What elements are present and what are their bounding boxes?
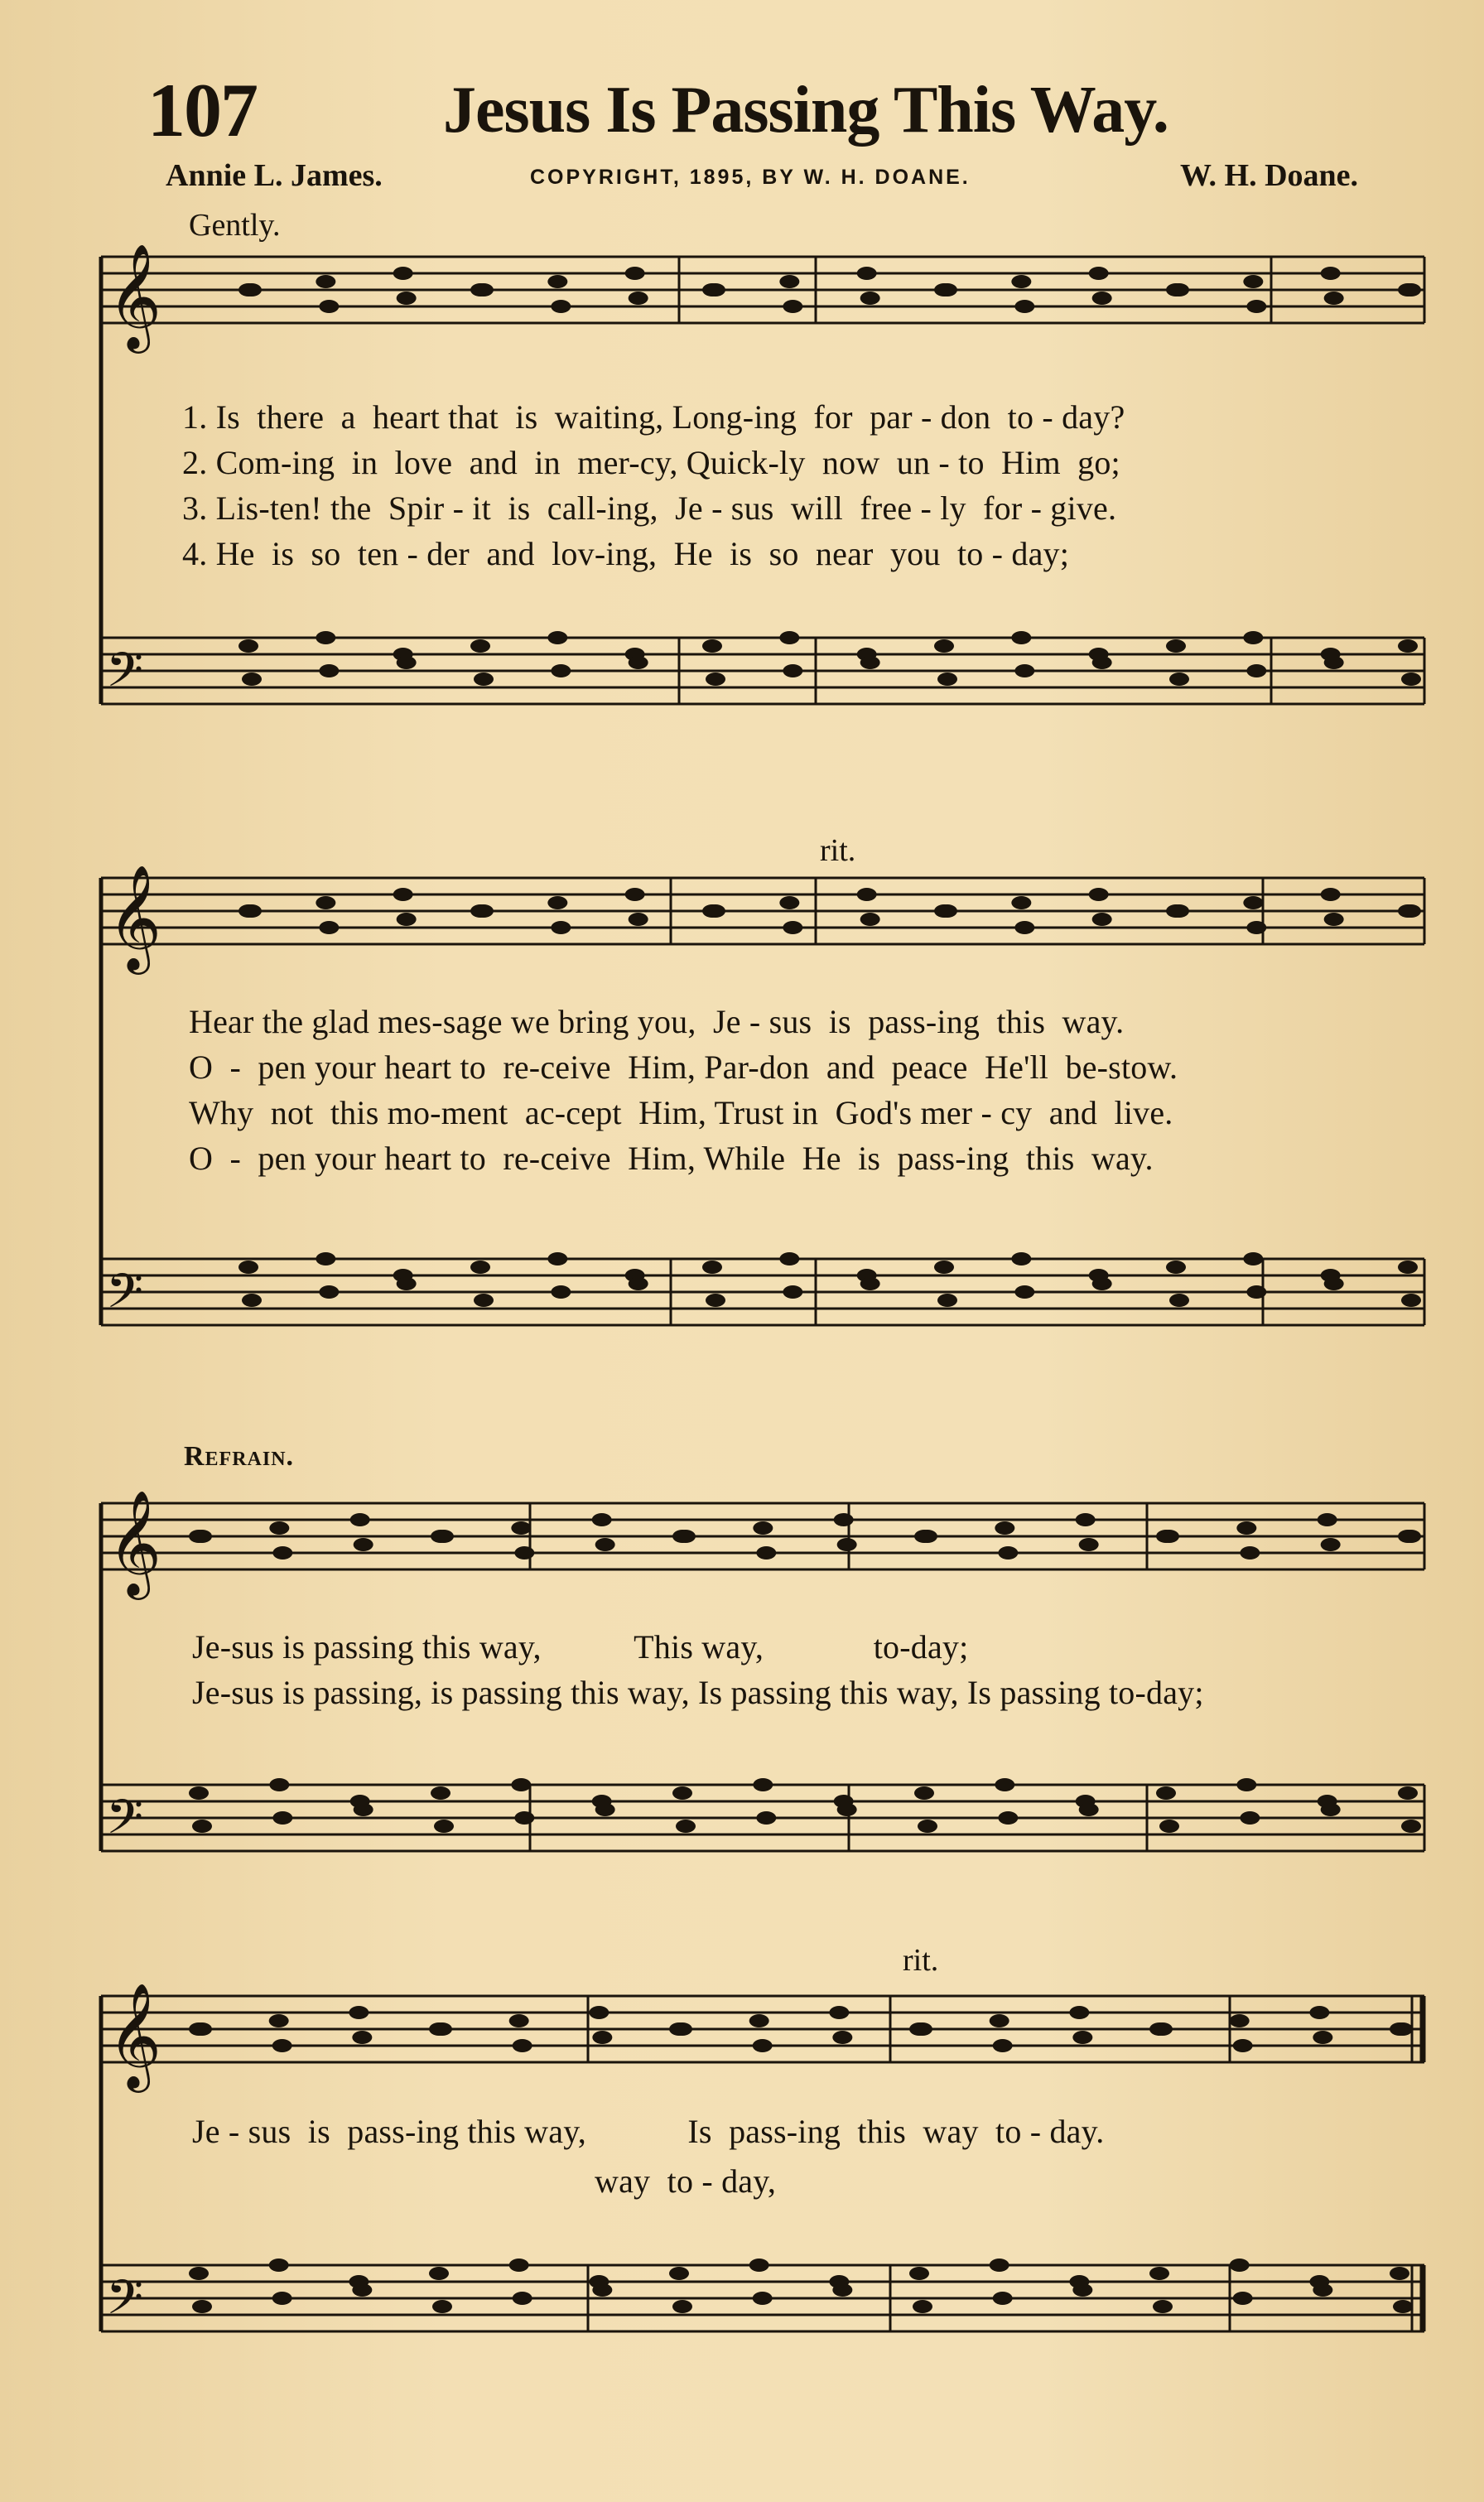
notehead	[1246, 300, 1266, 313]
notehead	[783, 664, 802, 677]
notehead	[834, 1513, 854, 1526]
notehead	[1321, 1803, 1341, 1816]
notehead	[1324, 292, 1344, 305]
notehead	[1398, 1786, 1418, 1800]
svg-text:𝄢: 𝄢	[106, 1789, 144, 1857]
notehead	[995, 1778, 1014, 1791]
staff-treble-3	[101, 1503, 1424, 1569]
notehead	[350, 1513, 370, 1526]
notehead	[676, 1530, 696, 1543]
notehead	[625, 888, 645, 901]
notehead	[1089, 888, 1109, 901]
notehead	[509, 2014, 529, 2027]
notehead	[934, 639, 954, 653]
notehead	[431, 1786, 450, 1800]
notehead	[551, 921, 571, 934]
notehead	[753, 1521, 773, 1535]
notehead	[509, 2259, 529, 2272]
notehead	[429, 2267, 449, 2280]
notehead	[1246, 921, 1266, 934]
notehead	[756, 1546, 776, 1560]
notehead	[779, 275, 799, 288]
notehead	[1324, 656, 1344, 669]
notehead	[1313, 2031, 1332, 2044]
notehead	[319, 664, 339, 677]
notehead	[434, 1820, 454, 1833]
notehead	[1243, 896, 1263, 909]
notehead	[914, 1786, 934, 1800]
refrain-line-2-lower: way to - day,	[595, 2162, 777, 2200]
notehead	[702, 639, 722, 653]
notehead	[779, 631, 799, 644]
notehead	[397, 292, 417, 305]
verse-2-line-2: O - pen your heart to re-ceive Him, Par-don and peace He'll be-stow.	[189, 1049, 1178, 1086]
notehead	[1089, 267, 1109, 280]
svg-text:𝄞: 𝄞	[108, 243, 162, 349]
notehead	[592, 1513, 612, 1526]
notehead	[1079, 1803, 1099, 1816]
notehead	[672, 1786, 692, 1800]
notehead	[393, 267, 413, 280]
notehead	[837, 1538, 857, 1551]
notehead	[592, 2031, 612, 2044]
notehead	[669, 2267, 689, 2280]
verse-1-line-2: Hear the glad mes-sage we bring you, Je - sus is pass-ing this way.	[189, 1003, 1125, 1040]
staff-treble-2	[101, 878, 1424, 944]
notehead	[1014, 300, 1034, 313]
notehead	[242, 904, 262, 918]
notehead	[269, 1778, 289, 1791]
verse-4-line-2: O - pen your heart to re-ceive Him, While He is pass-ing this way.	[189, 1140, 1154, 1177]
notehead	[272, 1546, 292, 1560]
notehead	[1169, 904, 1189, 918]
notehead	[706, 904, 725, 918]
notehead	[1166, 1261, 1186, 1274]
notehead	[629, 913, 648, 926]
notehead	[672, 2300, 692, 2313]
staff-bass-1	[101, 638, 1424, 704]
notehead	[749, 2259, 769, 2272]
notehead	[779, 896, 799, 909]
verse-1-line-1: 1. Is there a heart that is waiting, Long-ing for par - don to - day?	[182, 398, 1125, 436]
notehead	[1401, 283, 1421, 296]
notehead	[1072, 2283, 1092, 2297]
notehead	[354, 1538, 373, 1551]
notehead	[242, 283, 262, 296]
notehead	[937, 283, 957, 296]
notehead	[860, 292, 880, 305]
notehead	[995, 1521, 1014, 1535]
notehead	[397, 656, 417, 669]
composer-credit: W. H. Doane.	[1180, 158, 1359, 193]
notehead	[547, 275, 567, 288]
notehead	[1309, 2006, 1329, 2019]
notehead	[592, 2283, 612, 2297]
notehead	[474, 283, 494, 296]
notehead	[511, 1521, 531, 1535]
notehead	[629, 1277, 648, 1290]
notehead	[706, 673, 725, 686]
refrain-line-1-upper: Je-sus is passing this way, This way, to-day;	[192, 1628, 969, 1666]
notehead	[1240, 1811, 1260, 1825]
notehead	[832, 2283, 852, 2297]
notehead	[1076, 1513, 1096, 1526]
notehead	[990, 2259, 1009, 2272]
notehead	[829, 2006, 849, 2019]
notehead	[937, 904, 957, 918]
notehead	[1069, 2006, 1089, 2019]
svg-text:𝄞: 𝄞	[108, 1489, 162, 1595]
notehead	[1321, 1538, 1341, 1551]
notehead	[706, 1294, 725, 1307]
notehead	[1014, 921, 1034, 934]
notehead	[1092, 292, 1112, 305]
notehead	[918, 1530, 937, 1543]
notehead	[319, 300, 339, 313]
notehead	[1233, 2039, 1253, 2052]
notehead	[779, 1252, 799, 1265]
notehead	[937, 1294, 957, 1307]
notehead	[1079, 1538, 1099, 1551]
notehead	[1243, 631, 1263, 644]
notehead	[1246, 1285, 1266, 1299]
notehead	[1236, 1778, 1256, 1791]
author-credit: Annie L. James.	[166, 158, 383, 193]
notehead	[192, 2022, 212, 2036]
notehead	[1092, 656, 1112, 669]
notehead	[1401, 904, 1421, 918]
notehead	[832, 2031, 852, 2044]
notehead	[352, 2283, 372, 2297]
notehead	[1401, 1294, 1421, 1307]
notehead	[1324, 913, 1344, 926]
notehead	[1159, 1820, 1179, 1833]
notehead	[918, 1820, 937, 1833]
notehead	[1153, 2300, 1173, 2313]
notehead	[998, 1811, 1018, 1825]
notehead	[192, 1820, 212, 1833]
notehead	[1324, 1277, 1344, 1290]
notehead	[474, 673, 494, 686]
notehead	[753, 1778, 773, 1791]
notehead	[857, 888, 877, 901]
notehead	[470, 639, 490, 653]
notehead	[1159, 1530, 1179, 1543]
notehead	[432, 2300, 452, 2313]
notehead	[397, 913, 417, 926]
notehead	[474, 1294, 494, 1307]
notehead	[316, 896, 335, 909]
notehead	[1398, 1261, 1418, 1274]
staff-treble-1	[101, 257, 1424, 323]
notehead	[397, 1277, 417, 1290]
refrain-line-1-lower: Je-sus is passing, is passing this way, Is passing this way, Is passing to-day;	[192, 1674, 1204, 1711]
notehead	[1169, 673, 1189, 686]
notehead	[352, 2031, 372, 2044]
notehead	[1153, 2022, 1173, 2036]
notehead	[753, 2292, 773, 2305]
notehead	[1169, 283, 1189, 296]
notehead	[316, 1252, 335, 1265]
notehead	[857, 267, 877, 280]
notehead	[749, 2014, 769, 2027]
notehead	[860, 1277, 880, 1290]
notehead	[470, 1261, 490, 1274]
notehead	[937, 673, 957, 686]
notehead	[676, 1820, 696, 1833]
hymn-number: 107	[147, 68, 257, 152]
notehead	[706, 283, 725, 296]
notehead	[998, 1546, 1018, 1560]
svg-text:𝄞: 𝄞	[108, 864, 162, 970]
notehead	[1246, 664, 1266, 677]
notehead	[1393, 2022, 1413, 2036]
notehead	[1393, 2300, 1413, 2313]
notehead	[393, 888, 413, 901]
notehead	[1011, 275, 1031, 288]
notehead	[269, 2014, 289, 2027]
notehead	[319, 1285, 339, 1299]
notehead	[1166, 639, 1186, 653]
notehead	[1092, 1277, 1112, 1290]
notehead	[756, 1811, 776, 1825]
notehead	[242, 1294, 262, 1307]
notehead	[189, 1786, 209, 1800]
svg-text:𝄞: 𝄞	[108, 1982, 162, 2088]
notehead	[783, 300, 802, 313]
notehead	[513, 2039, 532, 2052]
staff-treble-4	[101, 1996, 1424, 2062]
notehead	[551, 1285, 571, 1299]
notehead	[269, 2259, 289, 2272]
notehead	[511, 1778, 531, 1791]
notehead	[629, 656, 648, 669]
notehead	[316, 631, 335, 644]
notehead	[1011, 1252, 1031, 1265]
notehead	[993, 2292, 1013, 2305]
notehead	[1149, 2267, 1169, 2280]
notehead	[1236, 1521, 1256, 1535]
notehead	[595, 1803, 615, 1816]
notehead	[474, 904, 494, 918]
notehead	[1092, 913, 1112, 926]
notehead	[625, 267, 645, 280]
notehead	[269, 1521, 289, 1535]
notehead	[672, 2022, 692, 2036]
notehead	[1072, 2031, 1092, 2044]
notehead	[913, 2022, 932, 2036]
notehead	[1230, 2259, 1250, 2272]
notehead	[702, 1261, 722, 1274]
notehead	[990, 2014, 1009, 2027]
svg-text:𝄢: 𝄢	[106, 1263, 144, 1331]
notehead	[1243, 275, 1263, 288]
hymn-title: Jesus Is Passing This Way.	[443, 74, 1168, 147]
notehead	[909, 2267, 929, 2280]
svg-text:𝄢: 𝄢	[106, 2269, 144, 2337]
svg-text:𝄢: 𝄢	[106, 642, 144, 710]
refrain-line-2-upper: Je - sus is pass-ing this way, Is pass-ing this way to - day.	[192, 2113, 1105, 2150]
notehead	[860, 656, 880, 669]
notehead	[1321, 888, 1341, 901]
notehead	[1230, 2014, 1250, 2027]
notehead	[753, 2039, 773, 2052]
notehead	[551, 664, 571, 677]
copyright-notice: COPYRIGHT, 1895, BY W. H. DOANE.	[530, 166, 971, 189]
notehead	[1401, 673, 1421, 686]
notehead	[993, 2039, 1013, 2052]
notehead	[189, 2267, 209, 2280]
verse-3-line-1: 3. Lis-ten! the Spir - it is call-ing, Je - sus will free - ly for - give.	[182, 489, 1117, 527]
notehead	[1321, 267, 1341, 280]
notehead	[319, 921, 339, 934]
notehead	[238, 639, 258, 653]
notehead	[629, 292, 648, 305]
notehead	[783, 921, 802, 934]
notehead	[1398, 639, 1418, 653]
verse-2-line-1: 2. Com-ing in love and in mer-cy, Quick-ly now un - to Him go;	[182, 444, 1120, 481]
notehead	[547, 631, 567, 644]
notehead	[1014, 664, 1034, 677]
staff-bass-2	[101, 1259, 1424, 1325]
notehead	[1390, 2267, 1409, 2280]
verse-4-line-1: 4. He is so ten - der and lov-ing, He is so near you to - day;	[182, 535, 1070, 572]
notehead	[238, 1261, 258, 1274]
rit-marking-2: rit.	[903, 1943, 939, 1978]
notehead	[1240, 1546, 1260, 1560]
rit-marking-1: rit.	[820, 833, 856, 868]
refrain-label: Refrain.	[184, 1441, 295, 1472]
notehead	[316, 275, 335, 288]
notehead	[860, 913, 880, 926]
notehead	[547, 1252, 567, 1265]
notehead	[1014, 1285, 1034, 1299]
notehead	[514, 1546, 534, 1560]
notehead	[1318, 1513, 1337, 1526]
notehead	[1156, 1786, 1176, 1800]
notehead	[272, 2039, 292, 2052]
notehead	[272, 2292, 292, 2305]
notehead	[1401, 1530, 1421, 1543]
notehead	[192, 1530, 212, 1543]
notehead	[547, 896, 567, 909]
notehead	[783, 1285, 802, 1299]
notehead	[1233, 2292, 1253, 2305]
notehead	[1243, 1252, 1263, 1265]
verse-3-line-2: Why not this mo-ment ac-cept Him, Trust in God's mer - cy and live.	[189, 1094, 1173, 1131]
notehead	[192, 2300, 212, 2313]
notehead	[1011, 896, 1031, 909]
notehead	[913, 2300, 932, 2313]
notehead	[1011, 631, 1031, 644]
tempo-marking: Gently.	[189, 208, 281, 243]
notehead	[242, 673, 262, 686]
notehead	[1169, 1294, 1189, 1307]
notehead	[595, 1538, 615, 1551]
notehead	[354, 1803, 373, 1816]
notehead	[432, 2022, 452, 2036]
notehead	[837, 1803, 857, 1816]
notehead	[1401, 1820, 1421, 1833]
notehead	[434, 1530, 454, 1543]
notehead	[934, 1261, 954, 1274]
notehead	[349, 2006, 369, 2019]
notehead	[551, 300, 571, 313]
notehead	[589, 2006, 609, 2019]
notehead	[272, 1811, 292, 1825]
notehead	[1313, 2283, 1332, 2297]
notehead	[513, 2292, 532, 2305]
notehead	[514, 1811, 534, 1825]
